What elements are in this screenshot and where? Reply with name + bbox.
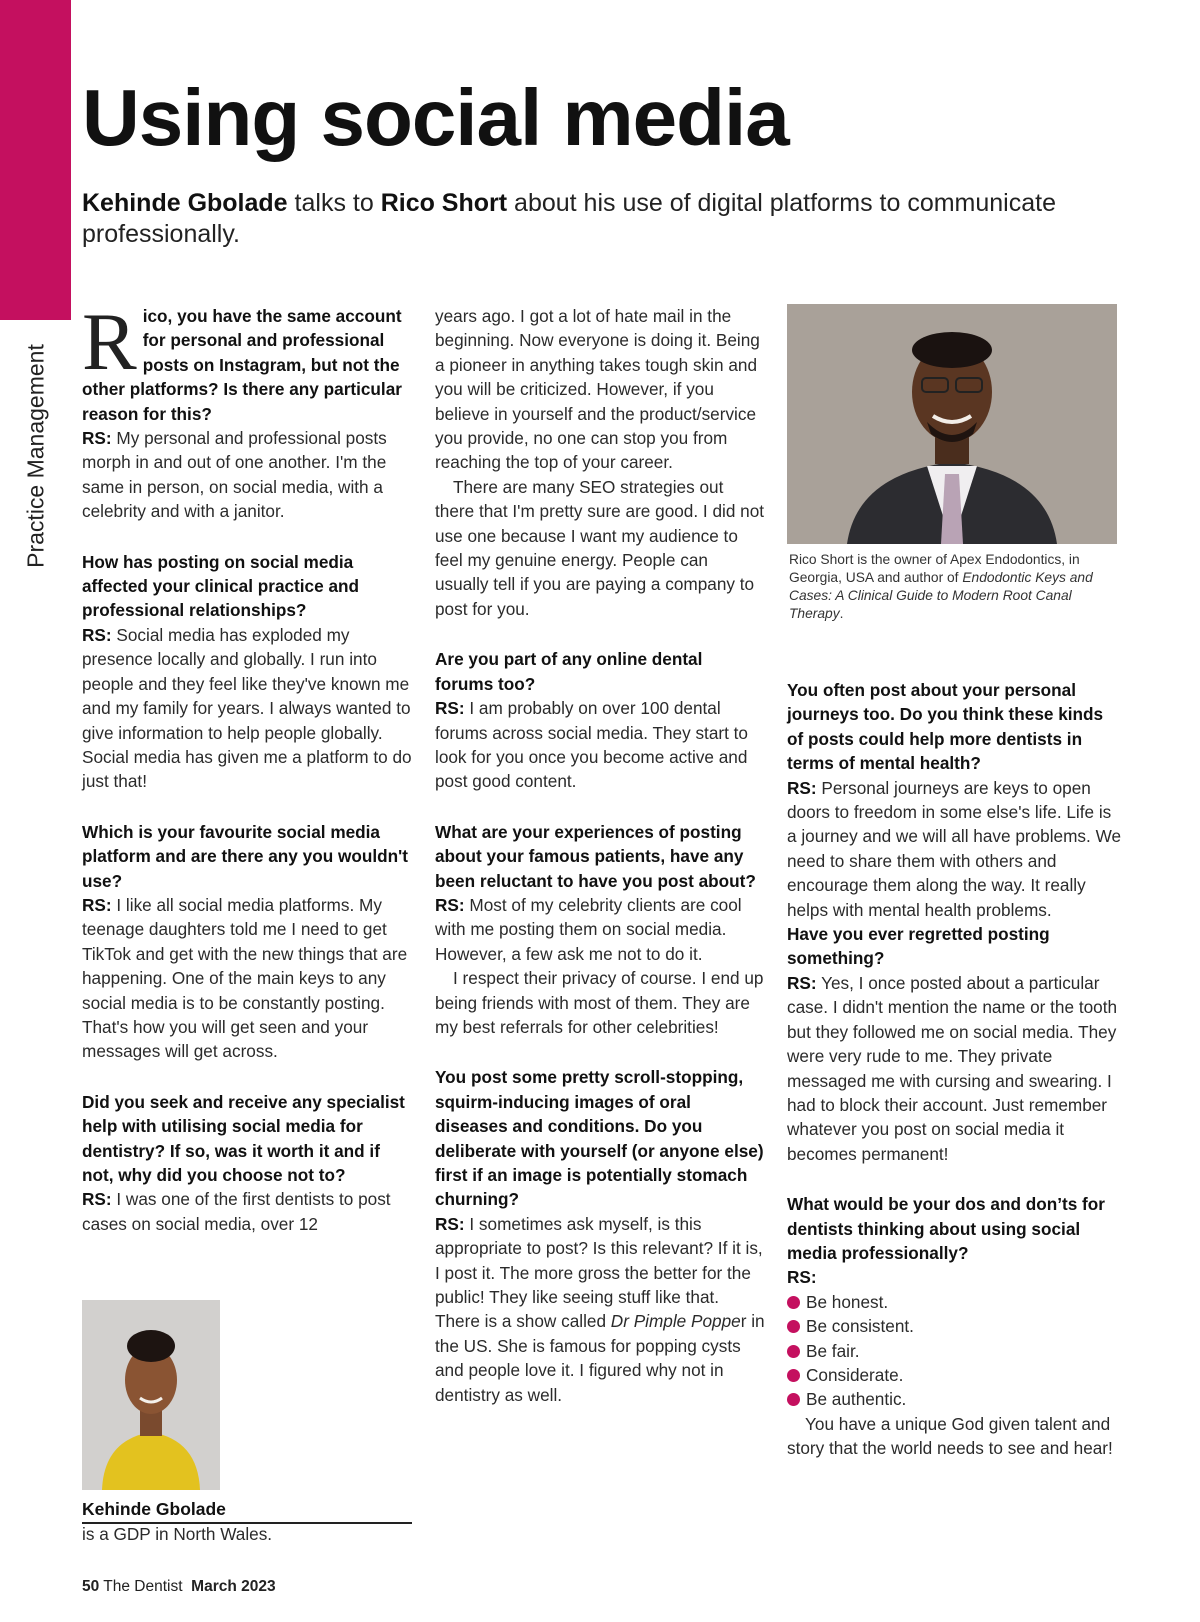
dos-list bbox=[787, 1290, 1123, 1412]
question-2: How has posting on social media affected your clinical practice and professional relationships? bbox=[82, 551, 360, 621]
answer-2: RS: Social media has exploded my presence locally and globally. I run into people and they feel like they've known me and my family for years. I always wanted to give information to help people globally. Social media has given me a platform to do just that! bbox=[82, 624, 412, 792]
standfirst-rest: about his use of digital platforms to communicate professionally. bbox=[82, 189, 1056, 248]
book-title: Endodontic Keys and Cases: A Clinical Guide to Modern Root Canal Therapy bbox=[789, 570, 1093, 621]
list-item: Be honest. bbox=[787, 1290, 1123, 1314]
question-9: Have you ever regretted posting something? bbox=[787, 924, 1050, 969]
closing-paragraph: You have a unique God given talent and story that the world needs to see and hear! bbox=[787, 1413, 1113, 1459]
question-6: What are your experiences of posting about your famous patients, have any been reluctant to have you post about? bbox=[435, 821, 756, 891]
question-8: You often post about your personal journeys too. Do you think these kinds of posts could help more dentists in terms of mental health? bbox=[787, 680, 1104, 774]
standfirst-subject: Rico Short bbox=[380, 189, 508, 217]
standfirst bbox=[82, 188, 1132, 250]
subject-photo bbox=[787, 304, 1117, 544]
answer-7: RS: I sometimes ask myself, is this appropriate to post? Is this relevant? If it is, I post it. The more gross the better for the public! They like seeing stuff like that. There is a show called Dr Pimple Popper in the US. She is famous for popping cysts and people love it. I figured why not in dentistry as well. bbox=[435, 1213, 765, 1405]
answer-10-label: RS: bbox=[787, 1267, 817, 1288]
standfirst-mid: talks to bbox=[287, 189, 381, 217]
standfirst-author: Kehinde Gbolade bbox=[82, 189, 288, 217]
byline-description: is a GDP in North Wales. bbox=[82, 1524, 273, 1544]
list-item: Be authentic. bbox=[787, 1387, 1123, 1411]
question-1: ico, you have the same account for personal and professional posts on Instagram, but not the other platforms? Is there any particular reason for this? bbox=[82, 306, 402, 424]
bullet-icon bbox=[787, 1369, 800, 1382]
list-item: Considerate. bbox=[787, 1363, 1123, 1387]
answer-9: RS: Yes, I once posted about a particular case. I didn't mention the name or the tooth but they followed me on social media. They were very rude to me. They private messaged me with cursing and swearing. I had to block their account. Just remember whatever you post on social media it becomes permanent! bbox=[787, 972, 1118, 1164]
show-title: Dr Pimple Poppe bbox=[610, 1311, 741, 1332]
photo-caption: Rico Short is the owner of Apex Endodontics, in Georgia, USA and author of Endodontic Keys and Cases: A Clinical Guide to Modern Root Canal Therapy. bbox=[789, 552, 1093, 621]
page-number: 50 bbox=[82, 1578, 100, 1595]
list-item: Be consistent. bbox=[787, 1314, 1123, 1338]
byline-name: Kehinde Gbolade bbox=[82, 1499, 412, 1524]
page-title: Using social media bbox=[82, 73, 789, 162]
article-column-3 bbox=[787, 678, 1123, 1461]
article-column-1 bbox=[82, 296, 412, 1236]
question-7: You post some pretty scroll-stopping, squirm-inducing images of oral diseases and conditions. Do you deliberate with yourself (or anyone else) first if an image is potentially stomach churning? bbox=[435, 1067, 764, 1210]
answer-5: RS: I am probably on over 100 dental forums across social media. They start to look for you once you become active and post good content. bbox=[435, 698, 748, 792]
magazine-name: The Dentist bbox=[103, 1578, 183, 1595]
issue-date: March 2023 bbox=[191, 1578, 276, 1595]
question-5: Are you part of any online dental forums too? bbox=[435, 649, 703, 694]
drop-cap: R bbox=[82, 296, 137, 387]
answer-1: RS: My personal and professional posts morph in and out of one another. I'm the same in person, on social media, with a celebrity and with a janitor. bbox=[82, 428, 387, 522]
question-4: Did you seek and receive any specialist help with utilising social media for dentistry? If so, was it worth it and if not, why did you choose not to? bbox=[82, 1091, 405, 1185]
subject-portrait-illustration bbox=[787, 304, 1117, 544]
author-photo bbox=[82, 1300, 220, 1490]
answer-4: RS: I was one of the first dentists to post cases on social media, over 12 bbox=[82, 1189, 391, 1234]
question-10: What would be your dos and don’ts for dentists thinking about using social media professionally? bbox=[787, 1194, 1105, 1263]
answer-3: RS: I like all social media platforms. My teenage daughters told me I need to get TikTok and get with the new things that are happening. One of the main keys to any social media is to be constantly posting. That's how you will get seen and your messages will get across. bbox=[82, 894, 408, 1062]
answer-6: RS: Most of my celebrity clients are cool with me posting them on social media. However, a few ask me not to do it. bbox=[435, 894, 742, 964]
answer-6-paragraph-2: I respect their privacy of course. I end up being friends with most of them. They are my best referrals for other celebrities! bbox=[435, 968, 764, 1037]
answer-4-paragraph-2: There are many SEO strategies out there that I'm pretty sure are good. I did not use one because I want my audience to feel my genuine energy. People can usually tell if you are paying a company to post for you. bbox=[435, 476, 765, 619]
article-column-2 bbox=[435, 304, 765, 1407]
section-label: Practice Management bbox=[22, 344, 49, 568]
author-portrait-illustration bbox=[82, 1300, 220, 1490]
bullet-icon bbox=[787, 1345, 800, 1358]
section-color-bar bbox=[0, 0, 71, 320]
page-footer bbox=[82, 1578, 276, 1596]
answer-4-continued: years ago. I got a lot of hate mail in the beginning. Now everyone is doing it. Being a pioneer in anything takes tough skin and you will be criticized. However, if you believe in yourself and the product/service you provide, no one can stop you from reaching the top of your career. bbox=[435, 306, 760, 473]
answer-8: RS: Personal journeys are keys to open doors to freedom in some else's life. Life is a journey and we will all have problems. We need to share them with others and encourage them along the way. It really helps with mental health problems. bbox=[787, 777, 1122, 920]
bullet-icon bbox=[787, 1296, 800, 1309]
bullet-icon bbox=[787, 1320, 800, 1333]
question-3: Which is your favourite social media platform and are there any you wouldn't use? bbox=[82, 821, 408, 891]
bullet-icon bbox=[787, 1393, 800, 1406]
list-item: Be fair. bbox=[787, 1339, 1123, 1363]
